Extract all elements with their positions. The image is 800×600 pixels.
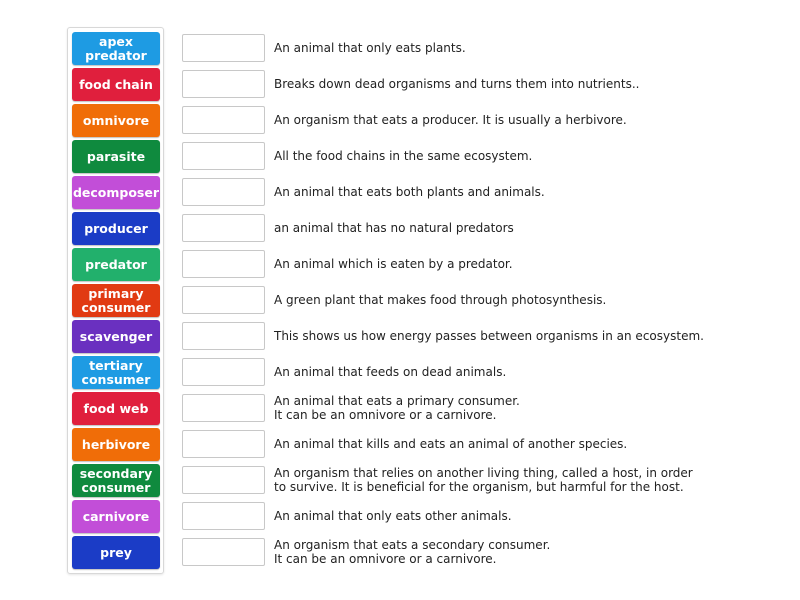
term-card[interactable]: food chain — [72, 68, 160, 101]
term-card[interactable]: producer — [72, 212, 160, 245]
definition-text: An organism that eats a producer. It is usually a herbivore. — [274, 113, 627, 127]
term-card-tray — [67, 27, 164, 574]
answer-drop-box[interactable] — [182, 502, 265, 530]
answer-drop-box[interactable] — [182, 430, 265, 458]
term-card[interactable]: scavenger — [72, 320, 160, 353]
term-card[interactable]: parasite — [72, 140, 160, 173]
answer-drop-box[interactable] — [182, 106, 265, 134]
term-card[interactable]: apex predator — [72, 32, 160, 65]
answer-drop-box[interactable] — [182, 34, 265, 62]
definition-text: An animal that only eats other animals. — [274, 509, 512, 523]
definition-text: An animal that feeds on dead animals. — [274, 365, 507, 379]
term-card[interactable]: primary consumer — [72, 284, 160, 317]
answer-drop-box[interactable] — [182, 70, 265, 98]
term-card[interactable]: decomposer — [72, 176, 160, 209]
term-card[interactable]: omnivore — [72, 104, 160, 137]
definition-text: an animal that has no natural predators — [274, 221, 514, 235]
term-card[interactable]: tertiary consumer — [72, 356, 160, 389]
answer-drop-box[interactable] — [182, 214, 265, 242]
definition-text: Breaks down dead organisms and turns them into nutrients.. — [274, 77, 640, 91]
term-card[interactable]: food web — [72, 392, 160, 425]
answer-drop-box[interactable] — [182, 358, 265, 386]
term-card[interactable]: carnivore — [72, 500, 160, 533]
definition-text: An organism that relies on another living thing, called a host, in order to survive. It is beneficial for the organism, but harmful for the host. — [274, 466, 693, 494]
answer-drop-box[interactable] — [182, 322, 265, 350]
answer-drop-box[interactable] — [182, 466, 265, 494]
answer-drop-box[interactable] — [182, 142, 265, 170]
answer-drop-box[interactable] — [182, 538, 265, 566]
answer-drop-box[interactable] — [182, 286, 265, 314]
term-card[interactable]: herbivore — [72, 428, 160, 461]
definition-text: An animal that only eats plants. — [274, 41, 466, 55]
definition-text: A green plant that makes food through photosynthesis. — [274, 293, 607, 307]
answer-drop-box[interactable] — [182, 178, 265, 206]
definition-text: An animal that kills and eats an animal of another species. — [274, 437, 628, 451]
definition-text: An animal which is eaten by a predator. — [274, 257, 513, 271]
answer-drop-box[interactable] — [182, 250, 265, 278]
definition-text: An animal that eats both plants and animals. — [274, 185, 545, 199]
definition-text: All the food chains in the same ecosystem. — [274, 149, 533, 163]
definition-text: This shows us how energy passes between organisms in an ecosystem. — [274, 329, 704, 343]
term-card[interactable]: prey — [72, 536, 160, 569]
definition-text: An animal that eats a primary consumer. It can be an omnivore or a carnivore. — [274, 394, 520, 422]
term-card[interactable]: predator — [72, 248, 160, 281]
term-card[interactable]: secondary consumer — [72, 464, 160, 497]
definition-text: An organism that eats a secondary consumer. It can be an omnivore or a carnivore. — [274, 538, 551, 566]
answer-drop-box[interactable] — [182, 394, 265, 422]
